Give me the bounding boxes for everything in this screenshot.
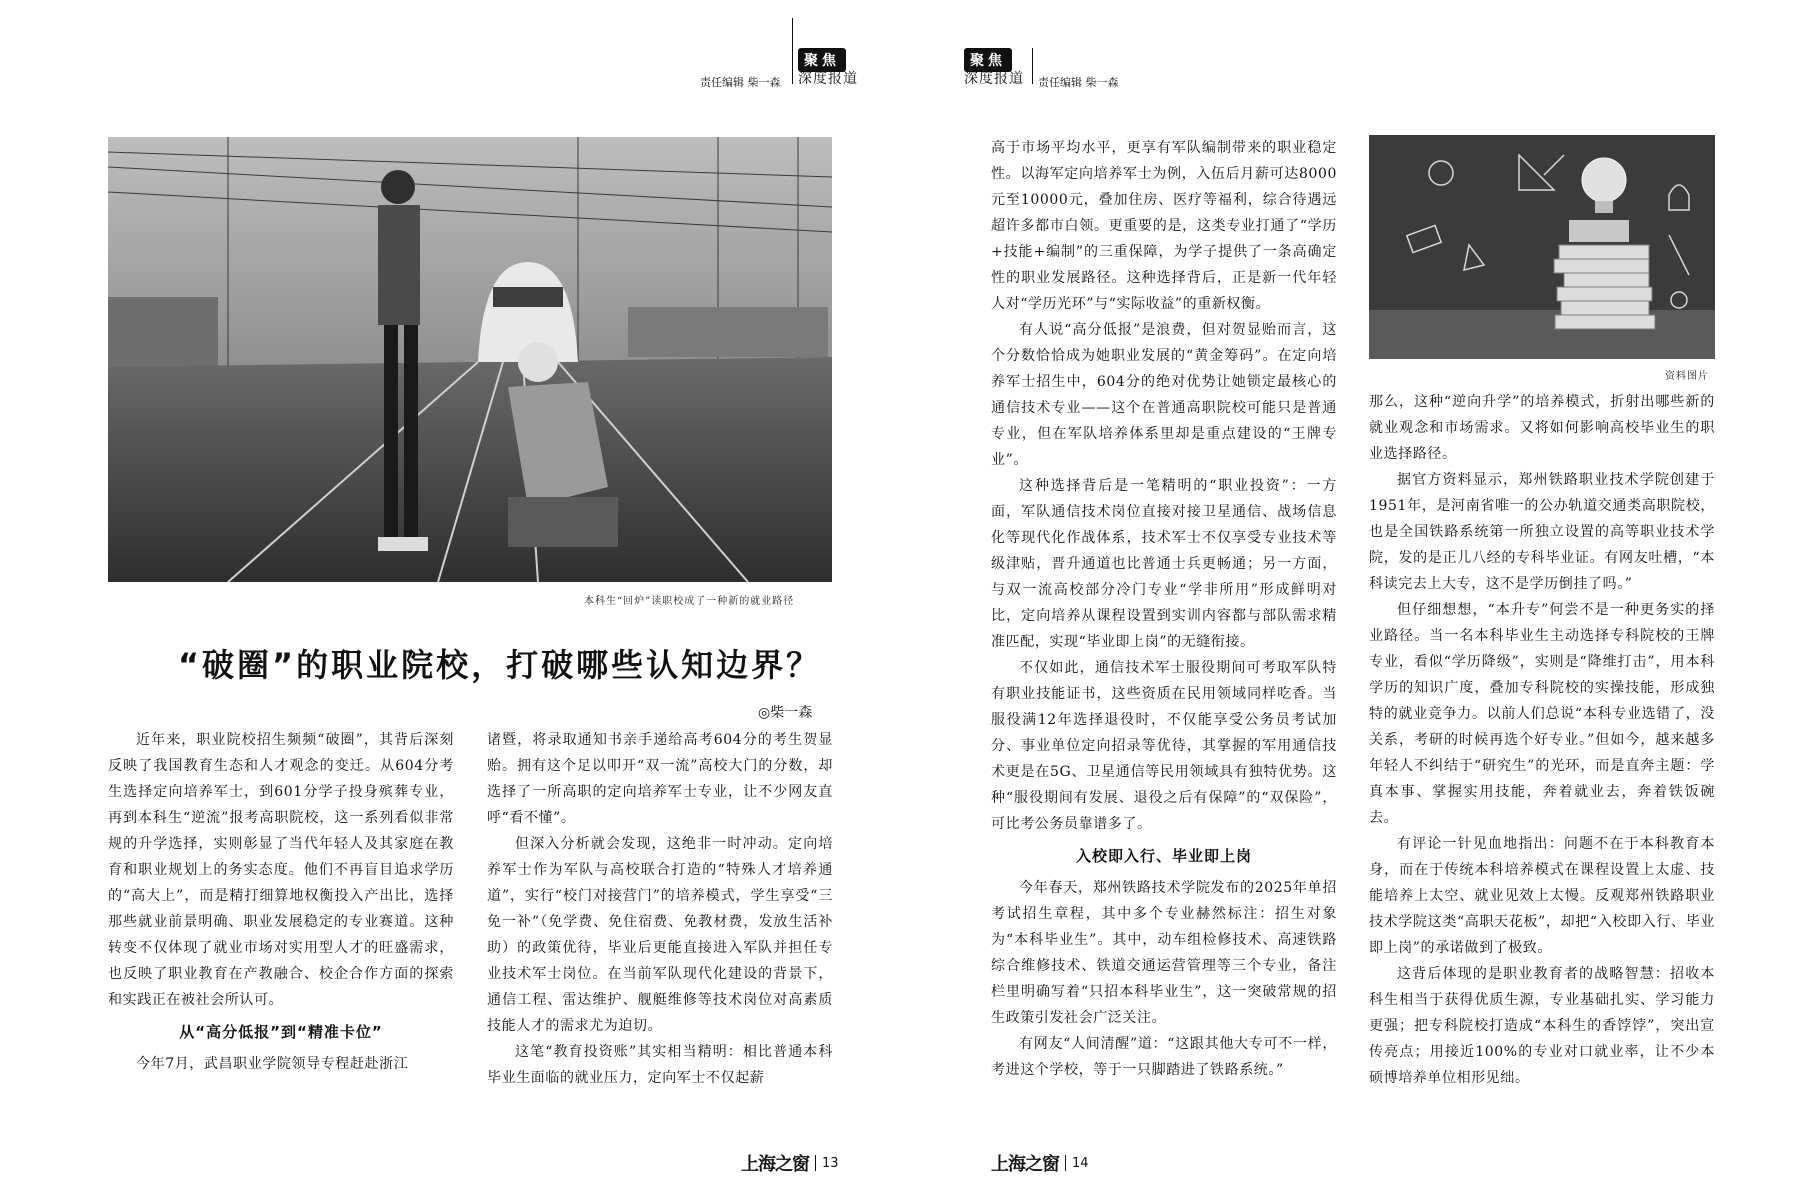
- footer-divider: [815, 1155, 816, 1171]
- books-lightbulb-illustration: [1369, 135, 1715, 359]
- magazine-logo: 上海之窗: [991, 1154, 1059, 1175]
- right-header-editor: 责任编辑 柴一森: [1038, 76, 1119, 89]
- paragraph: 不仅如此，通信技术军士服役期间可考取军队特有职业技能证书，这些资质在民用领域同样吃香。当服役满12年选择退役时，不仅能享受公务员考试加分、事业单位定向招录等优待，其掌握的军用通信技术更是在5G、卫星通信等民用领域具有独特优势。这种“服役期间有发展、退役之后有保障”的“双保险”，可比考公务员靠谱多了。: [991, 660, 1337, 832]
- paragraph: 有人说“高分低报”是浪费，但对贺显贻而言，这个分数恰恰成为她职业发展的“黄金筹码”。在定向培养军士招生中，604分的绝对优势让她锁定最核心的通信技术专业——这个在普通高职院校可能只是普通专业，但在军队培养体系里却是重点建设的“王牌专业”。: [991, 322, 1337, 468]
- right-header-section: 深度报道: [964, 71, 1024, 87]
- article-title: “破圈”的职业院校，打破哪些认知边界？: [178, 646, 822, 684]
- paragraph: 高于市场平均水平，更享有军队编制带来的职业稳定性。以海军定向培养军士为例，入伍后月薪可达8000元至10000元，叠加住房、医疗等福利，综合待遇远超许多都市白领。更重要的是，这类专业打通了“学历+技能+编制”的三重保障，为学子提供了一条高确定性的职业发展路径。这种选择背后，正是新一代年轻人对“学历光环”与“实际收益”的重新权衡。: [991, 140, 1337, 312]
- paragraph: 那么，这种“逆向升学”的培养模式，折射出哪些新的就业观念和市场需求。又将如何影响高校毕业生的职业选择路径。: [1369, 394, 1715, 462]
- paragraph: 这背后体现的是职业教育者的战略智慧：招收本科生相当于获得优质生源，专业基础扎实、学习能力更强；把专科院校打造成“本科生的香饽饽”，突出宣传亮点；用接近100%的专业对口就业率，让不少本硕博培养单位相形见绌。: [1369, 966, 1715, 1086]
- left-header-editor: 责任编辑 柴一森: [700, 76, 781, 89]
- right-column-1: [991, 135, 1337, 1083]
- paragraph: 近年来，职业院校招生频频“破圈”，其背后深刻反映了我国教育生态和人才观念的变迁。从604分考生选择定向培养军士，到601分学子投身殡葬专业，再到本科生“逆流”报考高职院校，这一系列看似非常规的升学选择，实则彰显了当代年轻人及其家庭在教育和职业规划上的务实态度。他们不再盲目追求学历的“高大上”，而是精打细算地权衡投入产出比，选择那些就业前景明确、职业发展稳定的专业赛道。这种转变不仅体现了就业市场对实用型人才的旺盛需求，也反映了职业教育在产教融合、校企合作方面的探索和实践正在被社会所认可。: [108, 732, 454, 1008]
- left-column-1: [108, 727, 454, 1077]
- subheading: 从“高分低报”到“精准卡位”: [179, 1023, 383, 1041]
- article-author: ◎柴一森: [758, 705, 813, 721]
- left-footer: [741, 1150, 839, 1176]
- right-header-divider: [1032, 48, 1033, 84]
- left-column-2: [487, 727, 833, 1091]
- left-header-tag: 聚焦: [798, 48, 846, 72]
- magazine-logo: 上海之窗: [741, 1154, 809, 1175]
- right-photo-caption: 资料图片: [1665, 371, 1709, 382]
- left-header-section: 深度报道: [798, 71, 858, 87]
- paragraph: 有网友“人间清醒”道：“这跟其他大专可不一样，考进这个学校，等于一只脚踏进了铁路系统。”: [991, 1036, 1337, 1078]
- paragraph: 但深入分析就会发现，这绝非一时冲动。定向培养军士作为军队与高校联合打造的“特殊人才培养通道”，实行“校门对接营门”的培养模式，学生享受“三免一补”（免学费、免住宿费、免教材费，发放生活补助）的政策优待，毕业后更能直接进入军队并担任专业技术军士岗位。在当前军队现代化建设的背景下，通信工程、雷达维护、舰艇维修等技术岗位对高素质技能人才的需求尤为迫切。: [487, 836, 833, 1034]
- paragraph: 这笔“教育投资账”其实相当精明：相比普通本科毕业生面临的就业压力，定向军士不仅起薪: [487, 1044, 833, 1086]
- page-number: 13: [822, 1155, 839, 1171]
- left-header-divider: [792, 18, 793, 84]
- subheading: 入校即入行、毕业即上岗: [1075, 847, 1252, 865]
- paragraph: 今年7月，武昌职业学院领导专程赶赴浙江: [136, 1056, 409, 1072]
- paragraph: 但仔细想想，“本升专”何尝不是一种更务实的择业路径。当一名本科毕业生主动选择专科院校的王牌专业，看似“学历降级”，实则是“降维打击”，用本科学历的知识广度，叠加专科院校的实操技能，形成独特的就业竞争力。以前人们总说“本科专业选错了，没关系，考研的时候再选个好专业。”但如今，越来越多年轻人不纠结于“研究生”的光环，而是直奔主题：学真本事、掌握实用技能，奔着就业去，奔着铁饭碗去。: [1369, 602, 1715, 826]
- left-photo-caption: 本科生“回炉”读职校成了一种新的就业路径: [584, 596, 795, 607]
- railway-workers-illustration: [108, 137, 832, 582]
- education-illustration-photo: [1369, 135, 1715, 359]
- railway-workers-photo: [108, 137, 832, 582]
- paragraph: 这种选择背后是一笔精明的“职业投资”：一方面，军队通信技术岗位直接对接卫星通信、战场信息化等现代化作战体系，技术军士不仅享受专业技术等级津贴，晋升通道也比普通士兵更畅通；另一方面，与双一流高校部分冷门专业“学非所用”形成鲜明对比，定向培养从课程设置到实训内容都与部队需求精准匹配，实现“毕业即上岗”的无缝衔接。: [991, 478, 1337, 650]
- paragraph: 今年春天，郑州铁路技术学院发布的2025年单招考试招生章程，其中多个专业赫然标注：招生对象为“本科毕业生”。其中，动车组检修技术、高速铁路综合维修技术、铁道交通运营管理等三个专业，备注栏里明确写着“只招本科毕业生”，这一突破常规的招生政策引发社会广泛关注。: [991, 880, 1337, 1026]
- paragraph: 诸暨，将录取通知书亲手递给高考604分的考生贺显贻。拥有这个足以叩开“双一流”高校大门的分数，却选择了一所高职的定向培养军士专业，让不少网友直呼“看不懂”。: [487, 732, 833, 826]
- paragraph: 有评论一针见血地指出：问题不在于本科教育本身，而在于传统本科培养模式在课程设置上太虚、技能培养上太空、就业见效上太慢。反观郑州铁路职业技术学院这类“高职天花板”，却把“入校即入行、毕业即上岗”的承诺做到了极致。: [1369, 836, 1715, 956]
- paragraph: 据官方资料显示，郑州铁路职业技术学院创建于1951年，是河南省唯一的公办轨道交通类高职院校，也是全国铁路系统第一所独立设置的高等职业技术学院，发的是正儿八经的专科毕业证。有网友吐槽，“本科读完去上大专，这不是学历倒挂了吗。”: [1369, 472, 1715, 592]
- footer-divider: [1065, 1155, 1066, 1171]
- right-header-tag: 聚焦: [964, 48, 1012, 72]
- right-footer: [991, 1150, 1089, 1176]
- right-column-2: [1369, 389, 1715, 1091]
- page-number: 14: [1072, 1155, 1089, 1171]
